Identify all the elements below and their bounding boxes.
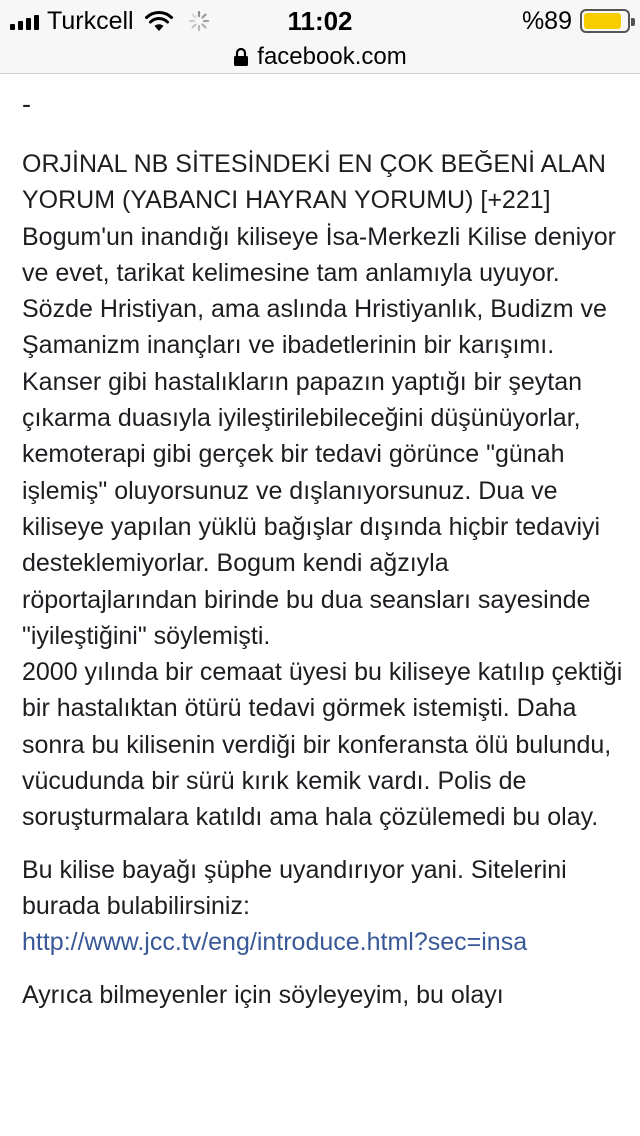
- status-left: [10, 8, 210, 34]
- carrier-name: Turkcell: [47, 6, 134, 35]
- post-paragraph-3-text: Bu kilise bayağı şüphe uyandırıyor yani. Sitelerini burada bulabilirsiniz:: [22, 855, 567, 920]
- post-paragraph-1: ORJİNAL NB SİTESİNDEKİ EN ÇOK BEĞENİ ALAN YORUM (YABANCI HAYRAN YORUMU) [+221] Bogum'un inandığı kiliseye İsa-Merkezli Kilise deniyor ve evet, tarikat kelimesine tam anlamıyla uyuyor. Sözde Hristiyan, ama aslında Hristiyanlık, Budizm ve Şamanizm inançları ve ibadetlerinin bir karışımı. Kanser gibi hastalıkların papazın yaptığı bir şeytan çıkarma duasıyla iyileştirilebileceğini düşünüyorlar, kemoterapi gibi gerçek bir tedavi görünce "günah işlemiş" oluyorsunuz ve dışlanıyorsunuz. Dua ve kiliseye yapılan yüklü bağışlar dışında hiçbir tedaviyi desteklemiyorlar. Bogum kendi ağzıyla röportajlarından birinde bu dua seansları sayesinde "iyileştiğini" söylemişti.: [22, 150, 616, 650]
- lock-icon: [233, 47, 249, 67]
- battery-icon: [580, 9, 630, 33]
- status-clock: 11:02: [287, 6, 353, 36]
- signal-strength-icon: [10, 12, 39, 30]
- loading-spinner-icon: [188, 10, 210, 32]
- wifi-icon: [144, 10, 174, 32]
- battery-percent: %89: [521, 6, 572, 35]
- post-paragraph-2: 2000 yılında bir cemaat üyesi bu kiliseye katılıp çektiği bir hastalıktan ötürü tedavi görmek istemişti. Daha sonra bu kilisenin verdiği bir konferansta ölü bulundu, vücudunda bir sürü kırık kemik vardı. Polis de soruşturmalara katıldı ama hala çözülemedi bu olay.: [22, 658, 623, 832]
- battery-nub: [631, 18, 635, 26]
- status-bar: [0, 0, 640, 40]
- separator-dash: -: [22, 89, 31, 119]
- church-website-link[interactable]: http://www.jcc.tv/eng/introduce.html?sec=insa: [22, 928, 528, 957]
- address-bar[interactable]: [0, 40, 640, 74]
- post-paragraph-3: [22, 852, 626, 961]
- post-cutoff-line: Ayrıca bilmeyenler için söyleyeyim, bu olayı: [22, 980, 504, 1009]
- battery-fill: [584, 13, 621, 29]
- status-right: [522, 8, 630, 34]
- post-content: [22, 86, 626, 1009]
- url-domain[interactable]: facebook.com: [257, 42, 407, 70]
